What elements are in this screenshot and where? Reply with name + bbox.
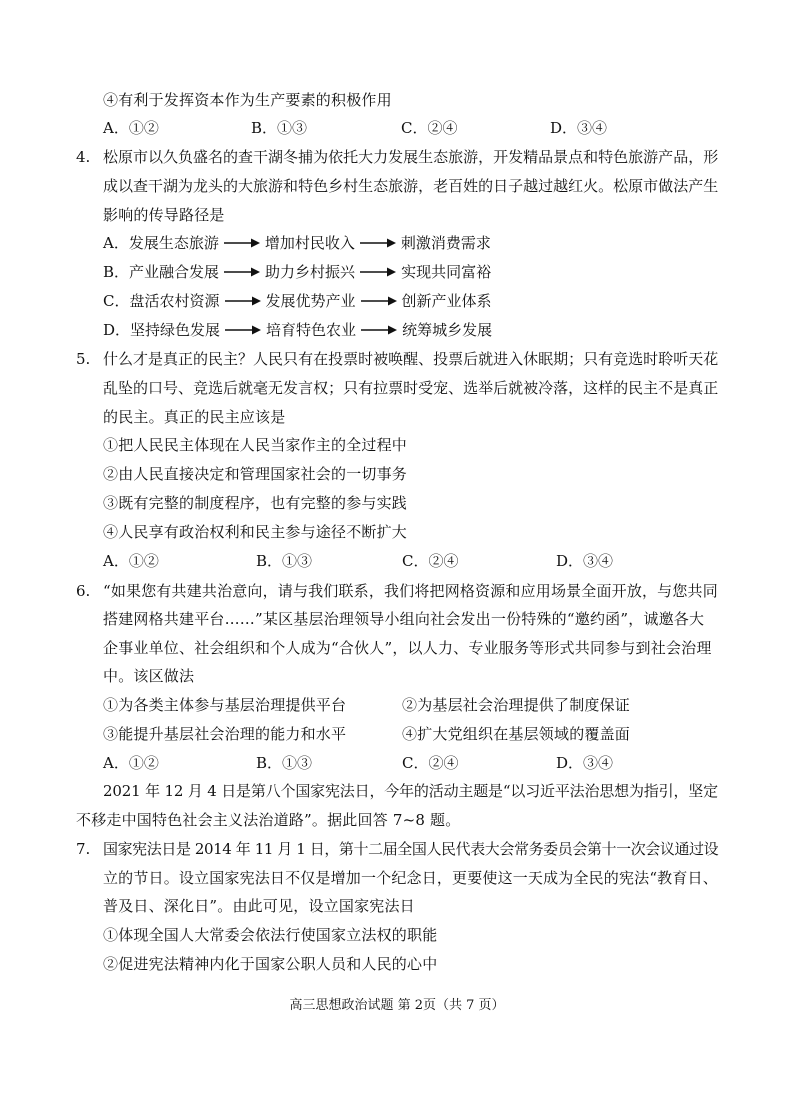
q6-stem-line-4: 中。该区做法 [103,667,195,685]
arrow-right-icon [224,295,262,307]
q4-number: 4. [76,148,91,166]
q7-statement-2: ②促进宪法精神内化于国家公职人员和人民的心中 [103,955,438,973]
q4-stem-line-3: 影响的传导路径是 [103,206,225,224]
chain-step: 实现共同富裕 [401,263,492,281]
chain-step: 产业融合发展 [129,263,220,281]
option-label: D． [103,321,131,339]
q6-statement-4: ④扩大党组织在基层领域的覆盖面 [402,725,631,743]
q3-option-d: D．③④ [550,119,608,137]
intro-line-1: 2021 年 12 月 4 日是第八个国家宪法日，今年的活动主题是“以习近平法治思想为指引，坚定 [103,782,718,800]
chain-step: 培育特色农业 [266,321,357,339]
q3-option-c: C．②④ [401,119,458,137]
q4-stem-line-1: 松原市以久负盛名的查干湖冬捕为依托大力发展生态旅游，开发精品景点和特色旅游产品，形 [103,148,719,166]
q5-stem-line-1: 什么才是真正的民主？人民只有在投票时被唤醒、投票后就进入休眠期；只有竞选时聆听天花 [103,350,719,368]
page-footer: 高三思想政治试题 第 2页（共 7 页） [289,998,505,1013]
q4-option-c [103,291,492,311]
q4-stem-line-2: 成以查干湖为龙头的大旅游和特色乡村生态旅游，老百姓的日子越过越红火。松原市做法产生 [103,177,719,195]
q6-option-b: B．①③ [256,754,313,772]
chain-step: 发展优势产业 [265,292,356,310]
q6-statement-3: ③能提升基层社会治理的能力和水平 [103,725,347,743]
q7-statement-1: ①体现全国人大常委会依法行使国家立法权的职能 [103,926,438,944]
arrow-right-icon [223,237,261,249]
q5-statement-2: ②由人民直接决定和管理国家社会的一切事务 [103,465,408,483]
q5-option-b: B．①③ [256,552,313,570]
q5-option-d: D．③④ [556,552,614,570]
q5-stem-line-2: 乱坠的口号、竞选后就毫无发言权；只有拉票时受宠、选举后就被冷落，这样的民主不是真正 [103,379,719,397]
q5-statement-3: ③既有完整的制度程序，也有完整的参与实践 [103,494,408,512]
arrow-right-icon [360,324,398,336]
q3-statement-4: ④有利于发挥资本作为生产要素的积极作用 [103,91,392,109]
q5-stem-line-3: 的民主。真正的民主应该是 [103,408,286,426]
q5-number: 5. [76,350,91,368]
chain-step: 统筹城乡发展 [402,321,493,339]
arrow-right-icon [359,266,397,278]
arrow-right-icon [360,295,398,307]
q7-stem-line-3: 普及日、深化日”。由此可见，设立国家宪法日 [103,897,415,915]
q6-statement-2: ②为基层社会治理提供了制度保证 [402,696,631,714]
arrow-right-icon [223,266,261,278]
chain-step: 助力乡村振兴 [265,263,356,281]
q3-option-a: A．①② [103,119,159,137]
chain-step: 刺激消费需求 [400,234,491,252]
option-label: A． [103,234,129,252]
q6-number: 6. [76,582,91,600]
chain-step: 坚持绿色发展 [130,321,221,339]
arrow-right-icon [224,324,262,336]
q6-stem-line-3: 企事业单位、社会组织和个人成为“合伙人”，以人力、专业服务等形式共同参与到社会治理 [103,639,712,657]
q5-option-c: C．②④ [402,552,459,570]
q7-stem-line-2: 立的节日。设立国家宪法日不仅是增加一个纪念日，更要使这一天成为全民的宪法“教育日、 [103,869,718,887]
q4-option-a [103,233,491,253]
chain-step: 盘活农村资源 [129,292,220,310]
q6-stem-line-2: 搭建网格共建平台……”某区基层治理领导小组向社会发出一份特殊的“邀约函”，诚邀各大 [103,610,705,628]
chain-step: 增加村民收入 [264,234,355,252]
q5-statement-1: ①把人民民主体现在人民当家作主的全过程中 [103,436,408,454]
arrow-right-icon [359,237,397,249]
q6-option-a: A．①② [103,754,159,772]
q4-option-d [103,320,492,340]
q6-statement-1: ①为各类主体参与基层治理提供平台 [103,696,347,714]
q6-option-d: D．③④ [556,754,614,772]
option-label: C． [103,292,130,310]
chain-step: 创新产业体系 [401,292,492,310]
chain-step: 发展生态旅游 [128,234,219,252]
q5-statement-4: ④人民享有政治权利和民主参与途径不断扩大 [103,523,408,541]
q7-number: 7. [76,840,91,858]
q6-option-c: C．②④ [402,754,459,772]
option-label: B． [103,263,130,281]
intro-line-2: 不移走中国特色社会主义法治道路”。据此回答 7~8 题。 [76,811,461,829]
q6-stem-line-1: “如果您有共建共治意向，请与我们联系，我们将把网格资源和应用场景全面开放，与您共同 [103,582,718,600]
q4-option-b [103,262,491,282]
q3-option-b: B．①③ [251,119,308,137]
q5-option-a: A．①② [103,552,159,570]
q7-stem-line-1: 国家宪法日是 2014 年 11 月 1 日，第十二届全国人民代表大会常务委员会第十一次会议通过设 [103,840,719,858]
